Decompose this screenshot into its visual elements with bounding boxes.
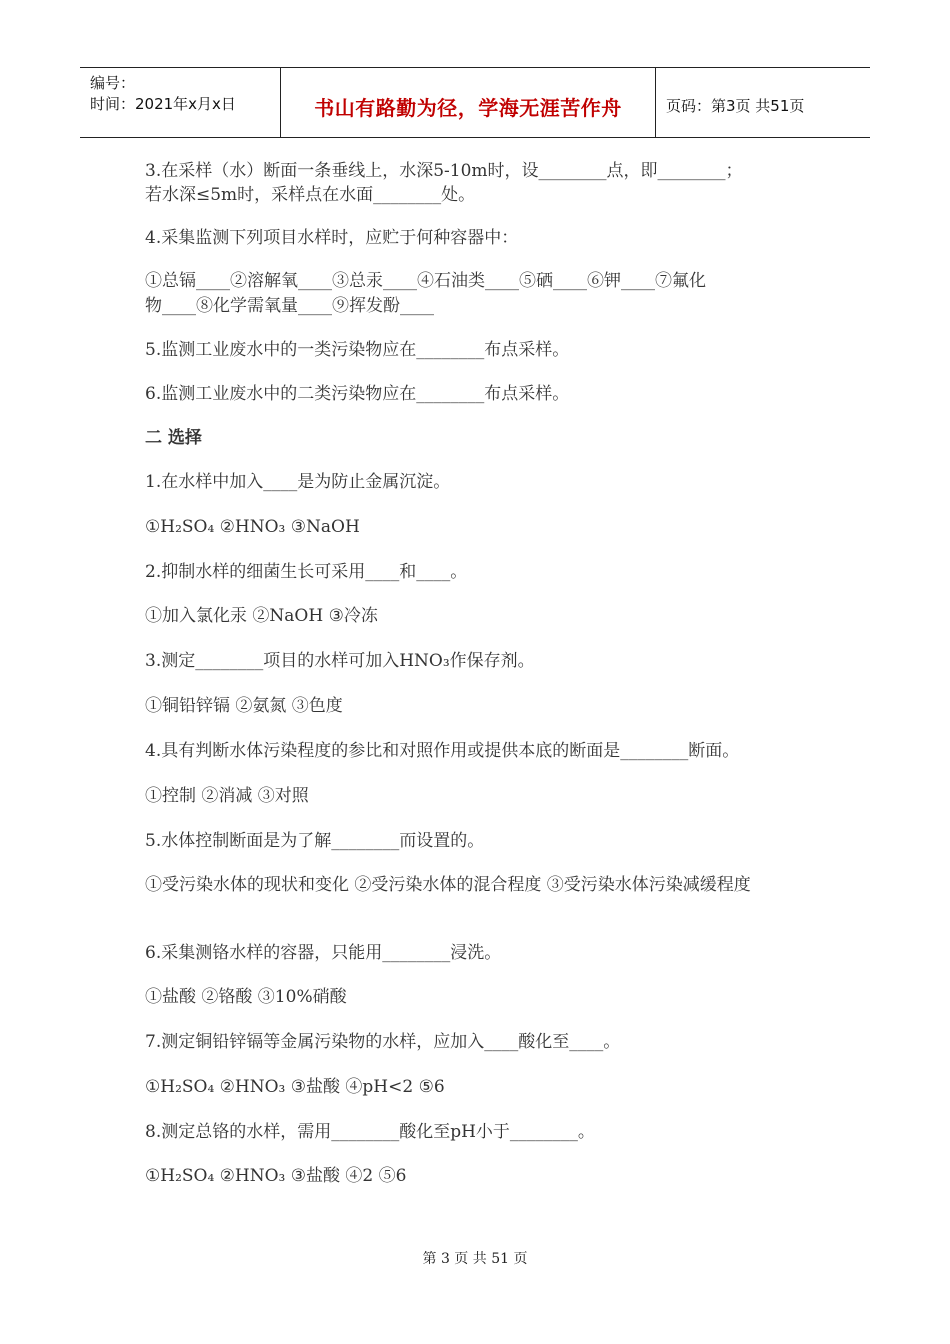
question-text: 5.监测工业废水中的一类污染物应在________布点采样。: [145, 340, 570, 360]
question-text: 7.测定铜铅锌镉等金属污染物的水样，应加入____酸化至____。: [145, 1032, 621, 1052]
question-text: 若水深≤5m时，采样点在水面________处。: [145, 185, 476, 205]
document-number-label: 编号：: [90, 74, 136, 92]
question-options: ①控制 ②消减 ③对照: [145, 786, 309, 806]
header-motto: 书山有路勤为径，学海无涯苦作舟: [314, 96, 622, 120]
question-options: ①盐酸 ②铬酸 ③10%硝酸: [145, 987, 347, 1007]
question-text: 5.水体控制断面是为了解________而设置的。: [145, 831, 485, 851]
question-text: 6.监测工业废水中的二类污染物应在________布点采样。: [145, 384, 570, 404]
question-options: ①铜铅锌镉 ②氨氮 ③色度: [145, 696, 343, 716]
question-options: ①受污染水体的现状和变化 ②受污染水体的混合程度 ③受污染水体污染减缓程度: [145, 875, 751, 895]
question-text: 3.测定________项目的水样可加入HNO₃作保存剂。: [145, 651, 535, 671]
page-header: [80, 67, 870, 138]
document-time-label: 时间：2021年x月x日: [90, 95, 236, 113]
question-text: 8.测定总铬的水样，需用________酸化至pH小于________。: [145, 1122, 595, 1142]
question-options: ①H₂SO₄ ②HNO₃ ③盐酸 ④pH<2 ⑤6: [145, 1077, 445, 1097]
question-options: ①H₂SO₄ ②HNO₃ ③盐酸 ④2 ⑤6: [145, 1166, 407, 1186]
question-text: 4.具有判断水体污染程度的参比和对照作用或提供本底的断面是________断面。: [145, 741, 740, 761]
question-text: 3.在采样（水）断面一条垂线上，水深5-10m时，设________点，即________；: [145, 161, 743, 181]
question-text: 4.采集监测下列项目水样时，应贮于何种容器中：: [145, 228, 519, 248]
page-footer: 第 3 页 共 51 页: [422, 1251, 528, 1267]
question-text: 1.在水样中加入____是为防止金属沉淀。: [145, 472, 451, 492]
question-text: 2.抑制水样的细菌生长可采用____和____。: [145, 562, 468, 582]
question-options: 物____⑧化学需氧量____⑨挥发酚____: [145, 296, 434, 316]
section-heading: 二 选择: [145, 428, 202, 448]
question-options: ①加入氯化汞 ②NaOH ③冷冻: [145, 606, 378, 626]
header-motto-cell: [280, 68, 656, 137]
question-options: ①总镉____②溶解氧____③总汞____④石油类____⑤硒____⑥钾____⑦氟化: [145, 271, 706, 291]
header-page-cell: [656, 68, 870, 137]
header-meta-cell: [80, 68, 280, 137]
question-options: ①H₂SO₄ ②HNO₃ ③NaOH: [145, 517, 360, 537]
question-text: 6.采集测铬水样的容器，只能用________浸洗。: [145, 943, 502, 963]
header-page-info: 页码：第3页 共51页: [666, 97, 805, 115]
